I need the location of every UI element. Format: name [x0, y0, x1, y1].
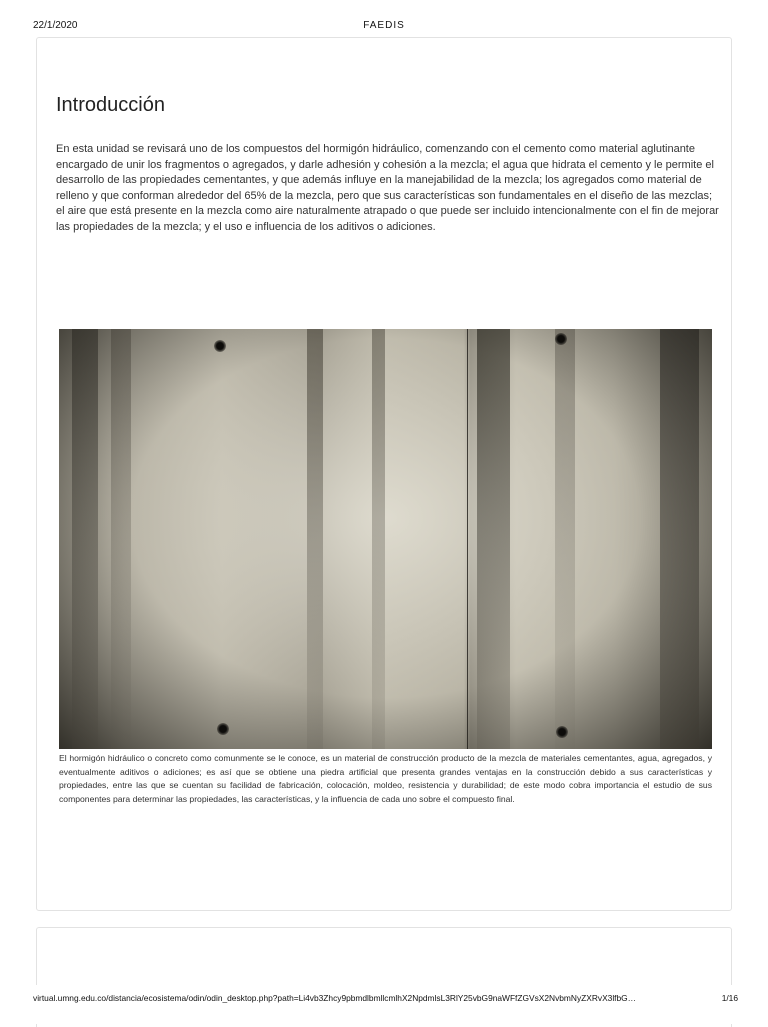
intro-paragraph: En esta unidad se revisará uno de los compuestos del hormigón hidráulico, comenzando con el cemento como material aglutinante encargado de unir los fragmentos o agregados, y darle adhesión y cohesión a la mezcla; el agua que hidrata el cemento y le permite el desarrollo de las propiedades cementantes, y que además influye en la manejabilidad de la mezcla; los agregados como material de relleno y que conforman alrededor del 65% de la mezcla, pero que sus características son fundamentales en el diseño de las mezclas; el aire que está presente en la mezcla como aire naturalmente atrapado o que puede ser incluido intencionalmente con el fin de mejorar las propiedades de la mezcla; y el uso e influencia de los aditivos o adiciones.: [56, 143, 719, 233]
page-number: 1/16: [721, 993, 738, 1003]
print-title: FAEDIS: [363, 20, 405, 31]
concrete-wall-photo: [59, 329, 712, 749]
page-url: virtual.umng.edu.co/distancia/ecosistema/odin/odin_desktop.php?path=Li4vb3Zhcy9pbmdlbmllcmlhX2NpdmlsL3RlY25vbG9naWFfZGVsX2NvbmNyZXRvX3lfbG…: [33, 993, 637, 1003]
print-footer: [0, 985, 768, 1024]
print-header: [0, 0, 768, 36]
print-date: 22/1/2020: [33, 20, 78, 31]
content-card: [36, 37, 732, 911]
image-caption: El hormigón hidráulico o concreto como comunmente se le conoce, es un material de construcción producto de la mezcla de materiales cementantes, agua, agregados, y eventualmente aditivos o adiciones; es así que se obtiene una piedra artificial que presenta grandes ventajas en la construcción debido a sus características y propiedades, entre las que se cuentan su facilidad de fabricación, colocación, moldeo, resistencia y durabilidad; de este modo cobra importancia el estudio de sus componentes para determinar las propiedades, las características, y la influencia de cada uno sobre el compuesto final.: [59, 753, 712, 804]
page-title: Introducción: [56, 94, 165, 116]
